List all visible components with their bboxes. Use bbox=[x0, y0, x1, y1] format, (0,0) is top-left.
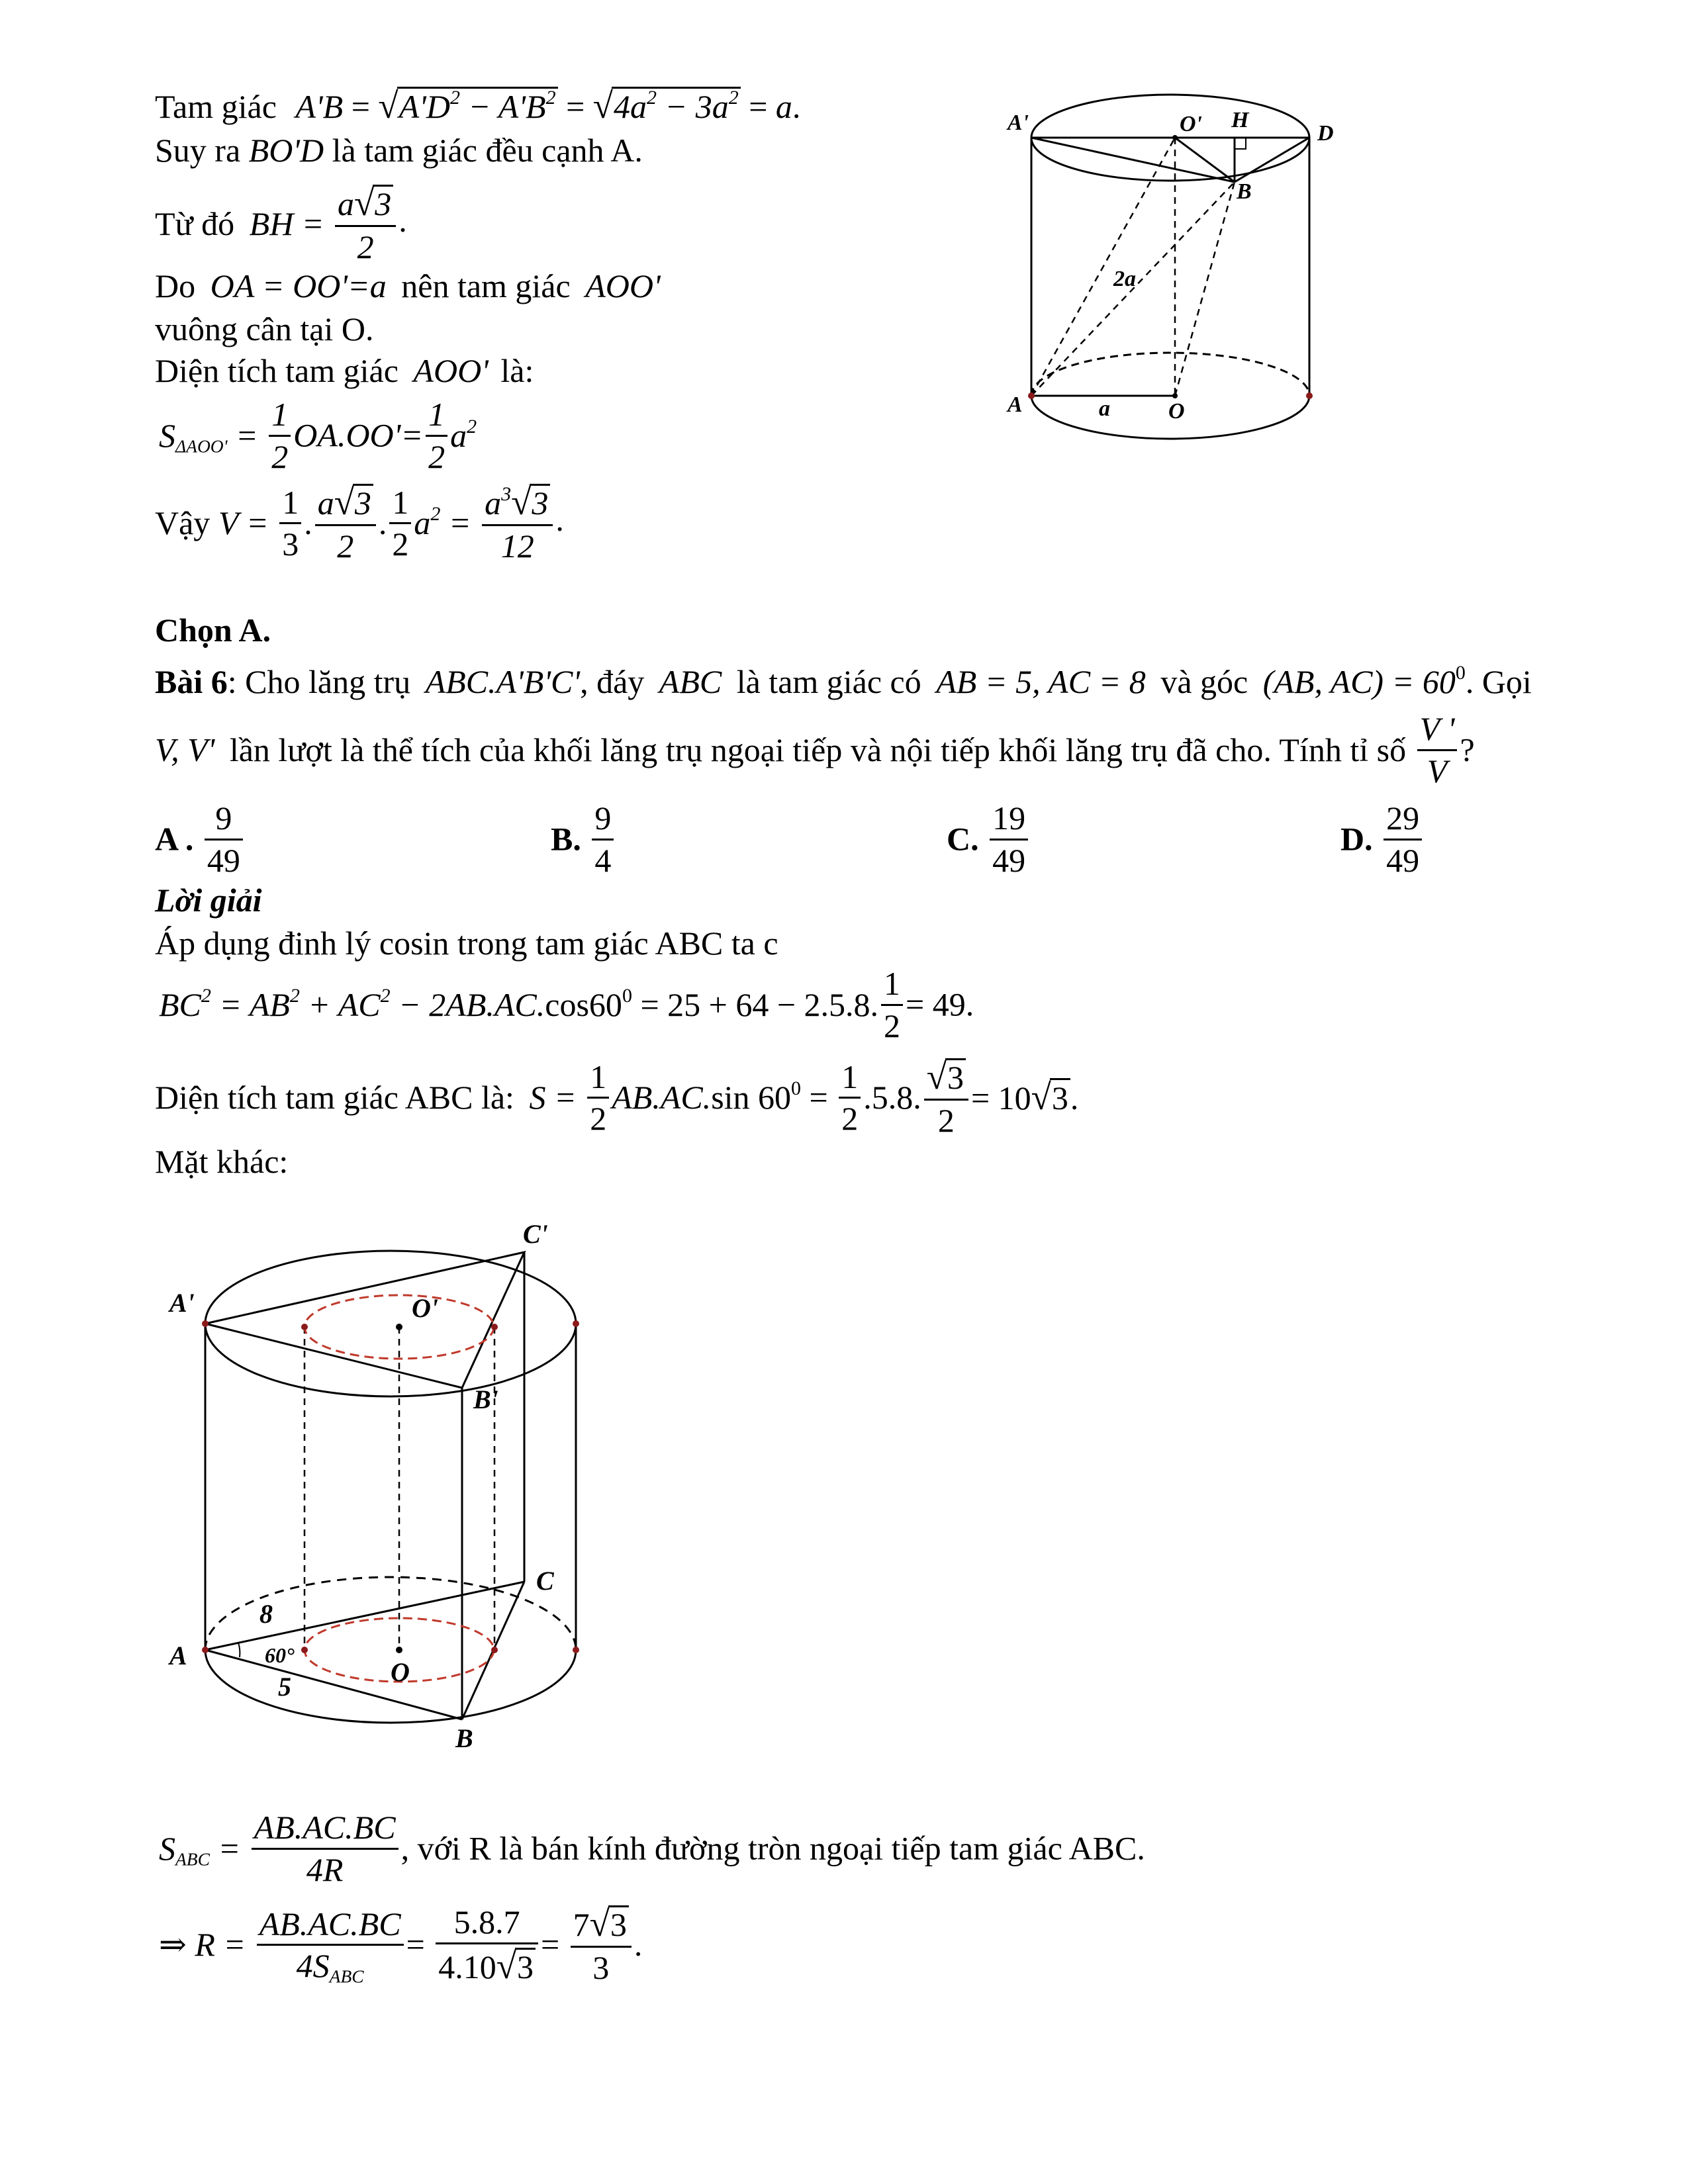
option-b[interactable]: B. $\frac{9}{4}$ bbox=[551, 801, 616, 878]
label-c-prime: C' bbox=[523, 1219, 548, 1249]
label-2a: 2a bbox=[1113, 267, 1136, 291]
label-c: C bbox=[536, 1566, 554, 1596]
option-c[interactable]: C. $\frac{19}{49}$ bbox=[947, 801, 1031, 878]
label-a: A bbox=[169, 1641, 187, 1670]
formula-v: Vậy V = $\frac{1}{3}$ . $\frac{a√3}{2}$ . $\frac{1}{2}$ $a^2$ = $\frac{a^3√3}{12}$ . bbox=[155, 482, 564, 565]
label-5: 5 bbox=[278, 1672, 291, 1702]
label-b: B bbox=[455, 1723, 473, 1753]
label-8: 8 bbox=[259, 1599, 273, 1629]
line-tu-do: Từ đó BH = $\frac{a√3}{2}$ . bbox=[155, 183, 407, 265]
label-a-prime: A' bbox=[1008, 111, 1029, 135]
formula-area: Diện tích tam giác ABC là: S = $\frac{1}{2}$ AB.AC.sin $60^0$ = $\frac{1}{2}$ .5.8. $\frac{√3}{2}$ = 10√3. bbox=[155, 1056, 1079, 1139]
formula-bc2: $BC^2 = AB^2 + AC^2 - 2AB.AC.\cos 60^0 = 25 + 64 - 2.5.8$. $\frac{1}{2}$ = 49. bbox=[159, 965, 974, 1044]
label-o-prime: O' bbox=[412, 1293, 438, 1323]
label-h: H bbox=[1231, 108, 1249, 132]
label-a-prime: A' bbox=[169, 1288, 195, 1318]
problem-line-2: V, V' lần lượt là thể tích của khối lăng trụ ngoại tiếp và nội tiếp khối lăng trụ đã cho. Tính tỉ số $\frac{V '}{V}$ ? bbox=[155, 710, 1475, 790]
option-d[interactable]: D. $\frac{29}{49}$ bbox=[1340, 801, 1425, 878]
line-suy-ra: Suy ra BO'D là tam giác đều cạnh A. bbox=[155, 132, 643, 169]
line-dien-tich: Diện tích tam giác AOO' là: bbox=[155, 352, 534, 389]
mat-khac: Mặt khác: bbox=[155, 1143, 289, 1180]
top-ellipse bbox=[205, 1251, 576, 1396]
triangle-top bbox=[205, 1252, 524, 1388]
option-a[interactable]: A . $\frac{9}{49}$ bbox=[155, 801, 246, 878]
label-a-lower: a bbox=[1099, 396, 1110, 421]
line-do: Do OA = OO'=a nên tam giác AOO' bbox=[155, 267, 661, 304]
formula-s-aoo: $S_{\Delta AOO'}$ = $\frac{1}{2}$ OA.OO'= $\frac{1}{2}$ $a^2$ bbox=[159, 396, 477, 475]
label-o-prime: O' bbox=[1180, 112, 1202, 136]
solution-intro: Áp dụng đinh lý cosin trong tam giác ABC ta c bbox=[155, 925, 778, 962]
label-b: B bbox=[1237, 179, 1252, 204]
edge-ac bbox=[205, 1582, 524, 1650]
label-60: 60° bbox=[265, 1643, 295, 1667]
line-vuong-can: vuông cân tại O. bbox=[155, 310, 374, 347]
label-o: O bbox=[1168, 399, 1185, 424]
edge-ab bbox=[205, 1650, 462, 1719]
chon-a: Chọn A. bbox=[155, 612, 271, 649]
label-d: D bbox=[1317, 121, 1334, 146]
label-o: O bbox=[391, 1657, 410, 1687]
formula-r: ⇒ R = $\frac{AB.AC.BC}{4S_{ABC}}$ = $\frac{5.8.7}{4.10√3}$ = $\frac{7√3}{3}$ . bbox=[159, 1903, 643, 1987]
line-tam-giac: Tam giác $A'B = √A'D^2 - A'B^2 = √4a^2 - 3a^2 = a$. bbox=[155, 85, 801, 126]
solution-title: Lời giải bbox=[155, 882, 262, 919]
label-a: A bbox=[1008, 392, 1023, 417]
problem-line-1: Bài 6: Cho lăng trụ ABC.A'B'C', đáy ABC là tam giác có AB = 5, AC = 8 và góc (AB, $AC) = 60^0$. Gọi bbox=[155, 662, 1532, 700]
formula-s-abc: $S_{ABC}$ = $\frac{AB.AC.BC}{4R}$ , với R là bán kính đường tròn ngoại tiếp tam giác ABC. bbox=[159, 1809, 1145, 1888]
label-b-prime: B' bbox=[473, 1385, 498, 1414]
